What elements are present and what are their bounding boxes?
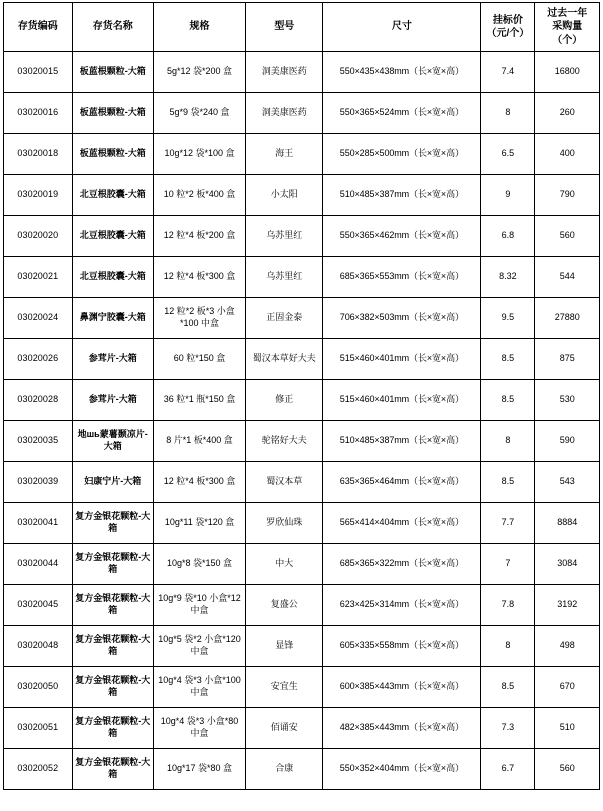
cell-code: 03020015	[4, 52, 73, 93]
cell-qty: 400	[535, 134, 600, 175]
cell-name: 复方金银花颗粒-大箱	[72, 503, 153, 544]
cell-price: 9.5	[481, 298, 535, 339]
cell-model: 乌苏里红	[246, 216, 323, 257]
cell-size: 685×365×322mm（长×宽×高）	[323, 544, 481, 585]
cell-model: 洞美康医药	[246, 52, 323, 93]
cell-model: 蜀汉本草	[246, 462, 323, 503]
cell-qty: 543	[535, 462, 600, 503]
cell-size: 635×365×464mm（长×宽×高）	[323, 462, 481, 503]
cell-name: 参茸片-大箱	[72, 380, 153, 421]
table-header	[4, 3, 600, 52]
cell-spec: 10g*9 袋*10 小盒*12 中盒	[153, 585, 246, 626]
cell-spec: 10 粒*2 板*400 盒	[153, 175, 246, 216]
cell-code: 03020021	[4, 257, 73, 298]
cell-name: 复方金银花颗粒-大箱	[72, 667, 153, 708]
cell-price: 7	[481, 544, 535, 585]
cell-price: 8	[481, 93, 535, 134]
column-header-spec	[153, 3, 246, 52]
table-row	[4, 257, 600, 298]
table-row	[4, 421, 600, 462]
cell-spec: 8 片*1 板*400 盒	[153, 421, 246, 462]
cell-name: 板蓝根颗粒-大箱	[72, 52, 153, 93]
cell-name: 复方金银花颗粒-大箱	[72, 626, 153, 667]
cell-model: 乌苏里红	[246, 257, 323, 298]
cell-qty: 590	[535, 421, 600, 462]
cell-price: 8.5	[481, 380, 535, 421]
cell-code: 03020019	[4, 175, 73, 216]
cell-spec: 10g*4 袋*3 小盒*100 中盒	[153, 667, 246, 708]
table-row	[4, 298, 600, 339]
cell-spec: 5g*9 袋*240 盒	[153, 93, 246, 134]
cell-spec: 60 粒*150 盒	[153, 339, 246, 380]
cell-model: 佰诵安	[246, 708, 323, 749]
cell-model: 洞美康医药	[246, 93, 323, 134]
cell-model: 合康	[246, 749, 323, 790]
cell-size: 565×414×404mm（长×宽×高）	[323, 503, 481, 544]
cell-size: 482×385×443mm（长×宽×高）	[323, 708, 481, 749]
cell-code: 03020051	[4, 708, 73, 749]
cell-size: 550×365×462mm（长×宽×高）	[323, 216, 481, 257]
cell-code: 03020048	[4, 626, 73, 667]
cell-size: 550×365×524mm（长×宽×高）	[323, 93, 481, 134]
cell-qty: 260	[535, 93, 600, 134]
cell-size: 623×425×314mm（长×宽×高）	[323, 585, 481, 626]
cell-code: 03020028	[4, 380, 73, 421]
column-header-spec-line1: 规格	[189, 21, 210, 33]
cell-code: 03020045	[4, 585, 73, 626]
cell-name: 复方金银花颗粒-大箱	[72, 585, 153, 626]
cell-spec: 12 粒*4 板*200 盒	[153, 216, 246, 257]
cell-price: 9	[481, 175, 535, 216]
cell-price: 8.5	[481, 339, 535, 380]
table-row	[4, 749, 600, 790]
cell-spec: 5g*12 袋*200 盒	[153, 52, 246, 93]
cell-spec: 10g*5 袋*2 小盒*120 中盒	[153, 626, 246, 667]
cell-code: 03020026	[4, 339, 73, 380]
cell-code: 03020050	[4, 667, 73, 708]
cell-qty: 3084	[535, 544, 600, 585]
cell-spec: 36 粒*1 瓶*150 盒	[153, 380, 246, 421]
column-header-name-line1: 存货名称	[92, 21, 133, 33]
cell-name: 地шь蒙薯颞凉片-大箱	[72, 421, 153, 462]
cell-name: 妇康宁片-大箱	[72, 462, 153, 503]
cell-model: 显锋	[246, 626, 323, 667]
cell-code: 03020044	[4, 544, 73, 585]
cell-spec: 12 粒*2 板*3 小盒*100 中盒	[153, 298, 246, 339]
cell-price: 7.3	[481, 708, 535, 749]
cell-price: 7.7	[481, 503, 535, 544]
cell-qty: 544	[535, 257, 600, 298]
cell-qty: 875	[535, 339, 600, 380]
column-header-model	[246, 3, 323, 52]
cell-price: 8	[481, 626, 535, 667]
column-header-price-line1: 挂标价	[492, 14, 523, 26]
cell-price: 8.5	[481, 667, 535, 708]
cell-name: 参茸片-大箱	[72, 339, 153, 380]
column-header-code	[4, 3, 73, 52]
cell-model: 复盛公	[246, 585, 323, 626]
cell-price: 7.4	[481, 52, 535, 93]
cell-qty: 530	[535, 380, 600, 421]
column-header-code-line1: 存货编码	[17, 21, 58, 33]
cell-price: 6.5	[481, 134, 535, 175]
cell-name: 鼻渊宁胶囊-大箱	[72, 298, 153, 339]
cell-qty: 670	[535, 667, 600, 708]
cell-spec: 10g*11 袋*120 盒	[153, 503, 246, 544]
cell-qty: 790	[535, 175, 600, 216]
table-row	[4, 708, 600, 749]
cell-qty: 560	[535, 749, 600, 790]
table-row	[4, 339, 600, 380]
cell-price: 6.8	[481, 216, 535, 257]
cell-code: 03020039	[4, 462, 73, 503]
cell-spec: 10g*17 袋*80 盒	[153, 749, 246, 790]
cell-code: 03020052	[4, 749, 73, 790]
cell-qty: 8884	[535, 503, 600, 544]
cell-code: 03020024	[4, 298, 73, 339]
cell-name: 北豆根胶囊-大箱	[72, 175, 153, 216]
table-row	[4, 503, 600, 544]
cell-name: 复方金银花颗粒-大箱	[72, 749, 153, 790]
table-row	[4, 175, 600, 216]
cell-model: 正固金泰	[246, 298, 323, 339]
column-header-price	[481, 3, 535, 52]
cell-model: 海王	[246, 134, 323, 175]
cell-size: 605×335×558mm（长×宽×高）	[323, 626, 481, 667]
cell-name: 板蓝根颗粒-大箱	[72, 93, 153, 134]
cell-name: 复方金银花颗粒-大箱	[72, 708, 153, 749]
cell-name: 北豆根胶囊-大箱	[72, 216, 153, 257]
cell-model: 中大	[246, 544, 323, 585]
cell-model: 蜀汉本草好大夫	[246, 339, 323, 380]
cell-name: 北豆根胶囊-大箱	[72, 257, 153, 298]
cell-code: 03020018	[4, 134, 73, 175]
cell-price: 6.7	[481, 749, 535, 790]
cell-size: 550×285×500mm（长×宽×高）	[323, 134, 481, 175]
cell-spec: 12 粒*4 板*300 盒	[153, 462, 246, 503]
table-row	[4, 544, 600, 585]
cell-price: 7.8	[481, 585, 535, 626]
table-row	[4, 216, 600, 257]
table-body	[4, 52, 600, 790]
column-header-model-line1: 型号	[274, 21, 295, 33]
cell-code: 03020035	[4, 421, 73, 462]
cell-size: 550×352×404mm（长×宽×高）	[323, 749, 481, 790]
cell-spec: 10g*8 袋*150 盒	[153, 544, 246, 585]
table-row	[4, 380, 600, 421]
header-row	[4, 3, 600, 52]
cell-size: 515×460×401mm（长×宽×高）	[323, 339, 481, 380]
cell-size: 600×385×443mm（长×宽×高）	[323, 667, 481, 708]
table-row	[4, 462, 600, 503]
cell-model: 修正	[246, 380, 323, 421]
cell-spec: 10g*12 袋*100 盒	[153, 134, 246, 175]
cell-price: 8.5	[481, 462, 535, 503]
cell-qty: 510	[535, 708, 600, 749]
cell-size: 510×485×387mm（长×宽×高）	[323, 421, 481, 462]
cell-name: 复方金银花颗粒-大箱	[72, 544, 153, 585]
table-row	[4, 626, 600, 667]
cell-size: 515×460×401mm（长×宽×高）	[323, 380, 481, 421]
cell-qty: 16800	[535, 52, 600, 93]
column-header-qty-line1: 过去一年	[547, 8, 588, 20]
cell-model: 小太阳	[246, 175, 323, 216]
cell-price: 8.32	[481, 257, 535, 298]
cell-model: 驼铭好大夫	[246, 421, 323, 462]
table-row	[4, 134, 600, 175]
cell-size: 510×485×387mm（长×宽×高）	[323, 175, 481, 216]
cell-qty: 560	[535, 216, 600, 257]
table-row	[4, 93, 600, 134]
cell-code: 03020016	[4, 93, 73, 134]
table-row	[4, 585, 600, 626]
cell-size: 685×365×553mm（长×宽×高）	[323, 257, 481, 298]
inventory-table	[3, 2, 600, 790]
table-row	[4, 667, 600, 708]
cell-spec: 12 粒*4 板*300 盒	[153, 257, 246, 298]
cell-name: 板蓝根颗粒-大箱	[72, 134, 153, 175]
column-header-qty	[535, 3, 600, 52]
column-header-size	[323, 3, 481, 52]
cell-size: 706×382×503mm（长×宽×高）	[323, 298, 481, 339]
cell-model: 安宜生	[246, 667, 323, 708]
column-header-price-line2: （元/个）	[486, 28, 530, 39]
cell-qty: 498	[535, 626, 600, 667]
cell-model: 罗欣仙珠	[246, 503, 323, 544]
column-header-name	[72, 3, 153, 52]
table-row	[4, 52, 600, 93]
cell-price: 8	[481, 421, 535, 462]
column-header-size-line1: 尺寸	[391, 21, 412, 33]
cell-qty: 3192	[535, 585, 600, 626]
cell-spec: 10g*4 袋*3 小盒*80 中盒	[153, 708, 246, 749]
column-header-qty-line2: 采购量	[552, 21, 583, 33]
column-header-qty-line3: （个）	[552, 34, 583, 46]
cell-code: 03020041	[4, 503, 73, 544]
cell-code: 03020020	[4, 216, 73, 257]
cell-qty: 27880	[535, 298, 600, 339]
cell-size: 550×435×438mm（长×宽×高）	[323, 52, 481, 93]
